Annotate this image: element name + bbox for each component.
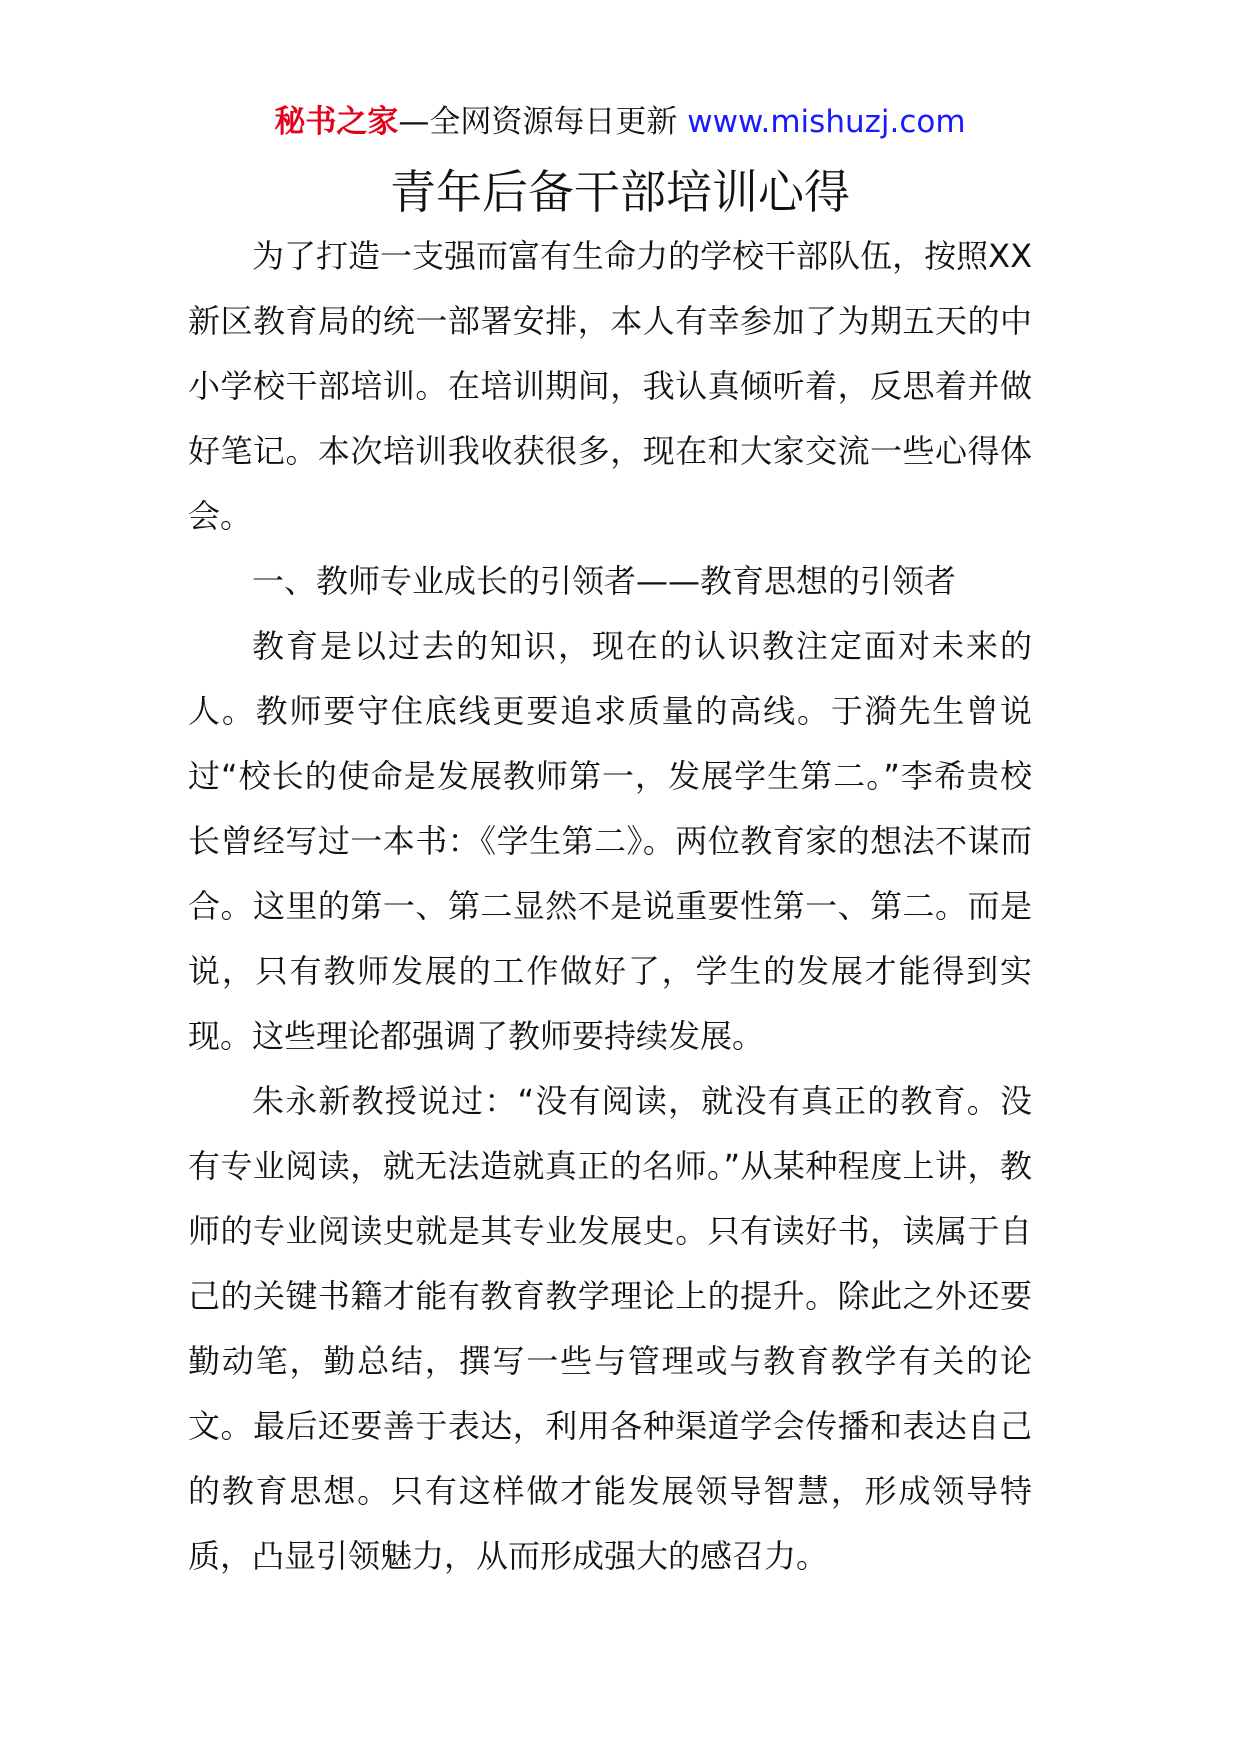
site-brand: 秘书之家: [274, 104, 399, 140]
paragraph-reading: 朱永新教授说过：“没有阅读，就没有真正的教育。没有专业阅读，就无法造就真正的名师。”从某种程度上讲，教师的专业阅读史就是其专业发展史。只有读好书，读属于自己的关键书籍才能有教育教学理论上的提升。除此之外还要勤动笔，勤总结，撰写一些与管理或与教育教学有关的论文。最后还要善于表达，利用各种渠道学会传播和表达自己的教育思想。只有这样做才能发展领导智慧，形成领导特质，凸显引领魅力，从而形成强大的感召力。: [188, 1082, 1032, 1575]
paragraph-intro: 为了打造一支强而富有生命力的学校干部队伍，按照XX新区教育局的统一部署安排，本人有幸参加了为期五天的中小学校干部培训。在培训期间，我认真倾听着，反思着并做好笔记。本次培训我收获很多，现在和大家交流一些心得体会。: [188, 237, 1032, 535]
document-body: [188, 224, 1032, 1589]
site-header: [0, 100, 1240, 144]
site-tagline: —全网资源每日更新: [398, 104, 688, 140]
document-title: 青年后备干部培训心得: [390, 165, 850, 219]
section-heading: 一、教师专业成长的引领者——教育思想的引领者: [252, 562, 957, 600]
site-url-link[interactable]: www.mishuzj.com: [687, 104, 966, 140]
paragraph-education: 教育是以过去的知识，现在的认识教注定面对未来的人。教师要守住底线更要追求质量的高线。于漪先生曾说过“校长的使命是发展教师第一，发展学生第二。”李希贵校长曾经写过一本书：《学生第二》。两位教育家的想法不谋而合。这里的第一、第二显然不是说重要性第一、第二。而是说，只有教师发展的工作做好了，学生的发展才能得到实现。这些理论都强调了教师要持续发展。: [188, 627, 1032, 1055]
